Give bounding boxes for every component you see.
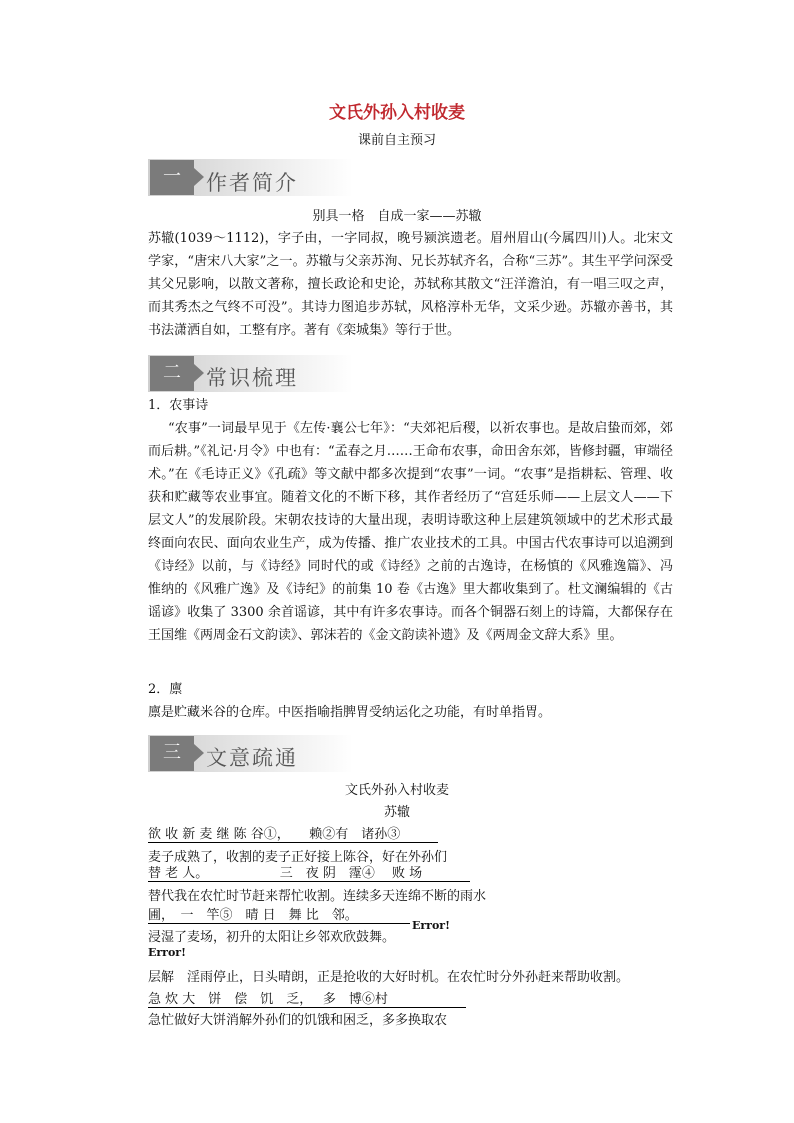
author-caption: 别具一格 自成一家——苏辙 bbox=[312, 209, 482, 224]
poem-title: 文氏外孙入村收麦 bbox=[344, 783, 449, 798]
error-marker-1: Error! bbox=[412, 919, 450, 932]
knowledge-item2-title: 2．廪 bbox=[148, 682, 183, 697]
section-number-2: 二 bbox=[150, 356, 194, 391]
knowledge-item1-paragraph: “农事”一词最早见于《左传·襄公七年》：“夫郊祀后稷，以祈农事也。是故启蛰而郊，郊而后耕。”《礼记·月令》中也有：“孟春之月……王命布农事，命田舍东郊，皆修封疆，审端径术。”在《毛诗正义》《孔疏》等文献中都多次提到“农事”一词。“农事”是指耕耘、管理、收获和贮藏等农业事宜。随着文化的不断下移，其作者经历了“宫廷乐师——上层文人——下层文人”的发展阶段。宋朝农技诗的大量出现，表明诗歌这种上层建筑领域中的艺术形式最终面向农民、面向农业生产，成为传播、推广农业技术的工具。中国古代农事诗可以追溯到《诗经》以前，与《诗经》同时代的或《诗经》之前的古逸诗，在杨慎的《风雅逸篇》、冯惟纳的《风雅广逸》及《诗纪》的前集 10 卷《古逸》里大都收集到了。杜文澜编辑的《古谣谚》收集了 3300 余首谣谚，其中有许多农事诗。而各个铜器石刻上的诗篇，大都保存在王国维《两周金石文韵读》、郭沫若的《金文韵读补遗》及《两周金文辞大系》里。 bbox=[148, 421, 673, 643]
poem-line-4-translation: 急忙做好大饼消解外孙们的饥饿和困乏，多多换取农 bbox=[148, 1013, 448, 1028]
poem-line-4-original: 急 炊 大 饼 偿 饥 乏， 多 博⑥村 bbox=[148, 988, 466, 1008]
poem-line-1-translation: 麦子成熟了，收割的麦子正好接上陈谷，好在外孙们 bbox=[148, 850, 448, 865]
poem-line-3-translation: 浸湿了麦场，初升的太阳让乡邻欢欣鼓舞。 bbox=[148, 930, 396, 945]
author-paragraph: 苏辙(1039～1112)，字子由，一字同叔，晚号颍滨遗老。眉州眉山(今属四川)人。北宋文学家，“唐宋八大家”之一。苏辙与父亲苏洵、兄长苏轼齐名，合称“三苏”。其生平学问深受其父兄影响，以散文著称，擅长政论和史论，苏轼称其散文“汪洋澹泊，有一唱三叹之声，而其秀杰之气终不可没”。其诗力图追步苏轼，风格淳朴无华，文采少逊。苏辙亦善书，其书法潇洒自如，工整有序。著有《栾城集》等行于世。 bbox=[148, 231, 673, 338]
section-heading-3: 文意疏通 bbox=[206, 746, 298, 770]
knowledge-item2-paragraph: 廪是贮藏米谷的仓库。中医指喻指脾胃受纳运化之功能，有时单指胃。 bbox=[148, 705, 552, 720]
poem-author: 苏辙 bbox=[383, 805, 410, 820]
section-number-3: 三 bbox=[150, 736, 194, 771]
document-title: 文氏外孙入村收麦 bbox=[329, 103, 465, 123]
poem-line-2-original: 替 老 人。 三 夜 阴 霪④ 败 场 bbox=[148, 862, 470, 882]
document-subtitle: 课前自主预习 bbox=[357, 133, 436, 148]
section-heading-2: 常识梳理 bbox=[206, 366, 298, 390]
poem-explanation: 层解 淫雨停止，日头晴朗，正是抢收的大好时机。在农忙时分外孙赶来帮助收割。 bbox=[148, 970, 630, 985]
section-number-1: 一 bbox=[150, 160, 194, 195]
knowledge-item1-title: 1．农事诗 bbox=[148, 398, 209, 413]
poem-line-1-original: 欲 收 新 麦 继 陈 谷①， 赖②有 诸孙③ bbox=[148, 823, 438, 843]
poem-line-2-translation: 替代我在农忙时节赶来帮忙收割。连续多天连绵不断的雨水 bbox=[148, 889, 487, 904]
error-marker-2: Error! bbox=[148, 946, 186, 959]
poem-line-3-original: 圃， 一 竿⑤ 晴 日 舞 比 邻。 bbox=[148, 904, 410, 924]
section-heading-1: 作者简介 bbox=[206, 171, 298, 195]
